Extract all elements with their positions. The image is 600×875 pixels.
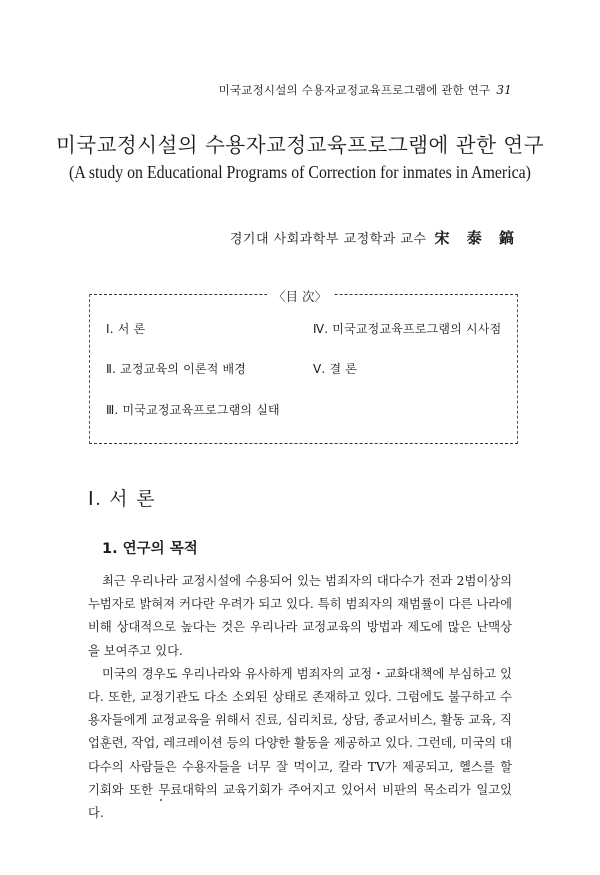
- paper-title-english: (A study on Educational Programs of Correction for inmates in America): [69, 162, 531, 182]
- paragraph: 최근 우리나라 교정시설에 수용되어 있는 범죄자의 대다수가 전과 2범이상의 누범자로 밝혀져 커다란 우려가 되고 있다. 특히 범죄자의 재범률이 다른 나라에 비해 상대적으로 높다는 것은 우리나라 교정교육의 방법과 제도에 많은 난맥상을 보여주고 있다.: [88, 574, 512, 658]
- author-affiliation: 경기대 사회과학부 교정학과 교수: [229, 232, 427, 247]
- author-line: [230, 227, 520, 248]
- page-number: 31: [496, 83, 512, 97]
- paragraph: 미국의 경우도 우리나라와 유사하게 범죄자의 교정・교화대책에 부심하고 있다. 또한, 교정기관도 다소 소외된 상태로 존재하고 있다. 그럼에도 불구하고 수용자들에게 교정교육을 위해서 진료, 심리치료, 상담, 종교서비스, 활동 교육, 직업훈련, 작업, 레크레이션 등의 다양한 활동을 제공하고 있다. 그런데, 미국의 대다수의 사람들은 수용자들을 너무 잘 먹이고, 칼라 TV가 제공되고, 헬스를 할 기회와 또한 무료대학의 교육기회가 주어지고 있어서 비판의 목소리가 일고있다.: [88, 666, 512, 821]
- toc-item-status: Ⅲ. 미국교정교육프로그램의 실태: [106, 403, 280, 417]
- toc-item-introduction: Ⅰ. 서 론: [106, 322, 146, 336]
- toc-item-implications: Ⅳ. 미국교정교육프로그램의 시사점: [313, 322, 502, 336]
- toc-title: 〈目 次〉: [0, 286, 600, 305]
- subsection-heading: 1. 연구의 목적: [102, 541, 198, 557]
- running-header: [219, 82, 512, 98]
- body-text: [88, 570, 512, 825]
- running-title: 미국교정시설의 수용자교정교육프로그램에 관한 연구: [218, 83, 491, 97]
- toc-item-conclusion: Ⅴ. 결 론: [313, 362, 358, 376]
- author-name: 宋 泰 鎬: [434, 229, 520, 247]
- section-heading: Ⅰ. 서 론: [88, 489, 157, 510]
- stray-mark: [160, 799, 162, 801]
- toc-item-theory: Ⅱ. 교정교육의 이론적 배경: [106, 362, 247, 376]
- paper-title-korean: 미국교정시설의 수용자교정교육프로그램에 관한 연구: [55, 133, 545, 157]
